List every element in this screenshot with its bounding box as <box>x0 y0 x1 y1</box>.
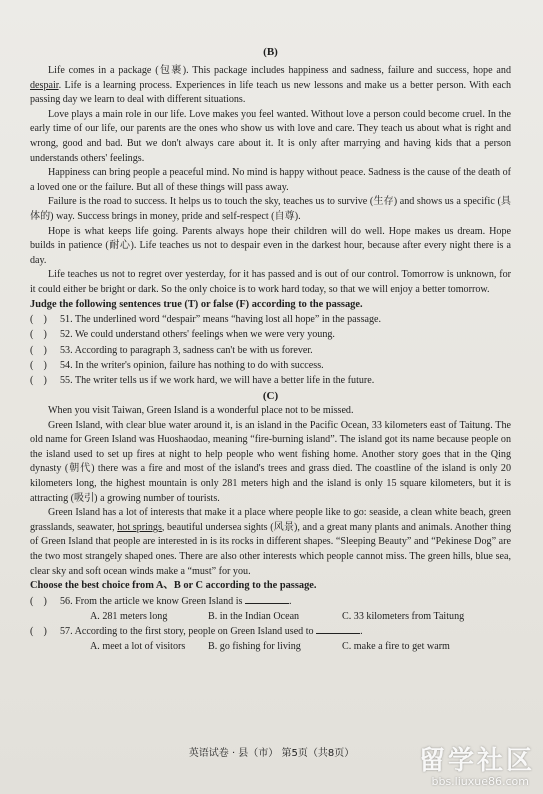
answer-blank[interactable]: ( ) <box>30 625 47 637</box>
underlined-word-despair: despair <box>30 79 59 91</box>
question-stem: ( ) 56. From the article we know Green Island is . <box>30 595 292 607</box>
multiple-choice-instruction: Choose the best choice from A、B or C according to the passage. <box>30 580 317 592</box>
question-57 <box>30 624 511 654</box>
section-c-label: (C) <box>262 390 279 403</box>
fill-blank-line <box>316 624 360 634</box>
tf-item-52 <box>30 327 511 342</box>
true-false-list <box>30 312 511 388</box>
answer-blank[interactable]: ( ) <box>30 344 47 356</box>
answer-blank[interactable]: ( ) <box>30 359 47 371</box>
true-false-instruction: Judge the following sentences true (T) or false (F) according to the passage. <box>30 298 363 310</box>
option-c[interactable]: C. make a fire to get warm <box>342 640 450 652</box>
fill-blank-line <box>245 594 289 604</box>
answer-blank[interactable]: ( ) <box>30 329 47 341</box>
watermark-logo: 留学社区 <box>418 746 535 776</box>
passage-b-paragraph-1 <box>30 64 511 108</box>
option-b[interactable]: B. go fishing for living <box>208 640 301 652</box>
question-56 <box>30 594 511 624</box>
passage-b-paragraph-4: Failure is the road to success. It helps us to touch the sky, teaches us to survive (生存) and shows us a specific (具体的) way. Success brings in money, pride and self-respect (自尊). <box>30 196 511 222</box>
watermark-url: bbs.liuxue86.com <box>431 775 529 788</box>
tf-item-text: 52. We could understand others' feelings when we were very young. <box>60 329 335 341</box>
tf-item-text: 54. In the writer's opinion, failure has nothing to do with success. <box>60 359 324 371</box>
section-b-label: (B) <box>263 46 278 58</box>
passage-b-paragraph-6: Life teaches us not to regret over yesterday, for it has passed and is out of our control. Tomorrow is unknown, for it could either be bright or dark. So the only choice is to work hard today, so that we will enjoy a better tomorrow. <box>30 269 511 295</box>
option-c[interactable]: C. 33 kilometers from Taitung <box>342 610 465 622</box>
answer-blank[interactable]: ( ) <box>30 595 47 607</box>
answer-blank[interactable]: ( ) <box>30 314 47 326</box>
passage-b-paragraph-3: Happiness can bring people a peaceful mind. No mind is happy without peace. Sadness is the cause of the death of a loved one or the failure. But all of these things will pass away. <box>30 167 511 193</box>
options-row <box>90 609 511 624</box>
tf-item-text: 51. The underlined word “despair” means “having lost all hope” in the passage. <box>60 314 382 326</box>
page-footer: 英语试卷 · 县（市） 第5页（共8页） <box>188 748 355 759</box>
options-row <box>90 639 511 654</box>
underlined-hot-springs: hot springs <box>117 521 162 533</box>
paragraph-text: , beautiful undersea sights (风景), and a great many plants and animals. Another thing of Green Island that people are interested in is its rocks in different shapes. “Sleeping Beauty” and “Pekinese Dog” are the two most strangely shaped ones. There are also other interests which people cannot miss. The green hills, blue sea, clear sky and soft ocean winds make a “must” for you. <box>30 521 511 577</box>
option-b[interactable]: B. in the Indian Ocean <box>208 610 300 622</box>
passage-b-paragraph-5: Hope is what keeps life going. Parents always hope their children will do well. Hope makes us dream. Hope builds in patience (耐心). Life teaches us not to despair even in the darkest hour, because after every night there is a day. <box>30 225 511 266</box>
question-text: 56. From the article we know Green Island is <box>60 595 243 607</box>
tf-item-text: 55. The writer tells us if we work hard, we will have a better life in the future. <box>60 374 375 386</box>
tf-item-55 <box>30 373 511 388</box>
passage-c-paragraph-1: When you visit Taiwan, Green Island is a wonderful place not to be missed. <box>48 405 354 417</box>
passage-c-paragraph-2: Green Island, with clear blue water around it, is an island in the Pacific Ocean, 33 kilometers east of Taitung. The old name for Green Island was Huoshaodao, meaning “fire-burning island”. The island got its name because people on the island used to set up fires at night to help people who went fishing home. Another story goes that in the Qing dynasty (朝代) there was a fire and most of the island's trees and grass died. The coastline of the island is only 20 kilometers long, the highest mountain is only 281 meters high and the island is only 15 square kilometers, but it is attracting (吸引) a growing number of tourists. <box>30 419 511 504</box>
tf-item-51 <box>30 312 511 327</box>
tf-item-text: 53. According to paragraph 3, sadness can't be with us forever. <box>60 344 313 356</box>
option-a[interactable]: A. 281 meters long <box>90 610 168 622</box>
site-watermark <box>419 746 535 788</box>
paragraph-text: . Life is a learning process. Experiences in life teach us new lessons and make us a better person. With each passing day we learn to deal with different situations. <box>30 79 511 106</box>
question-stem: ( ) 57. According to the first story, people on Green Island used to . <box>30 625 363 637</box>
passage-c-paragraph-3 <box>30 506 511 579</box>
passage-b-paragraph-2: Love plays a main role in our life. Love makes you feel wanted. Without love a person could become cruel. In the early time of our life, our parents are the ones who show us with love and care. They teach us about what is right and wrong, good and bad. But we don't always care about it. It is only after marrying and having kids that a person understands others' feelings. <box>30 108 511 164</box>
paragraph-text: Life comes in a package (包裹). This package includes happiness and sadness, failure and success, hope and <box>48 65 511 76</box>
tf-item-54 <box>30 358 511 373</box>
answer-blank[interactable]: ( ) <box>30 374 47 386</box>
paragraph-text: Green Island has a lot of interests that make it a place where people like to go: seaside, a clean white beach, green grasslands, seawater, <box>30 507 511 533</box>
question-text: 57. According to the first story, people on Green Island used to <box>60 625 314 637</box>
tf-item-53 <box>30 343 511 358</box>
option-a[interactable]: A. meet a lot of visitors <box>90 640 186 652</box>
